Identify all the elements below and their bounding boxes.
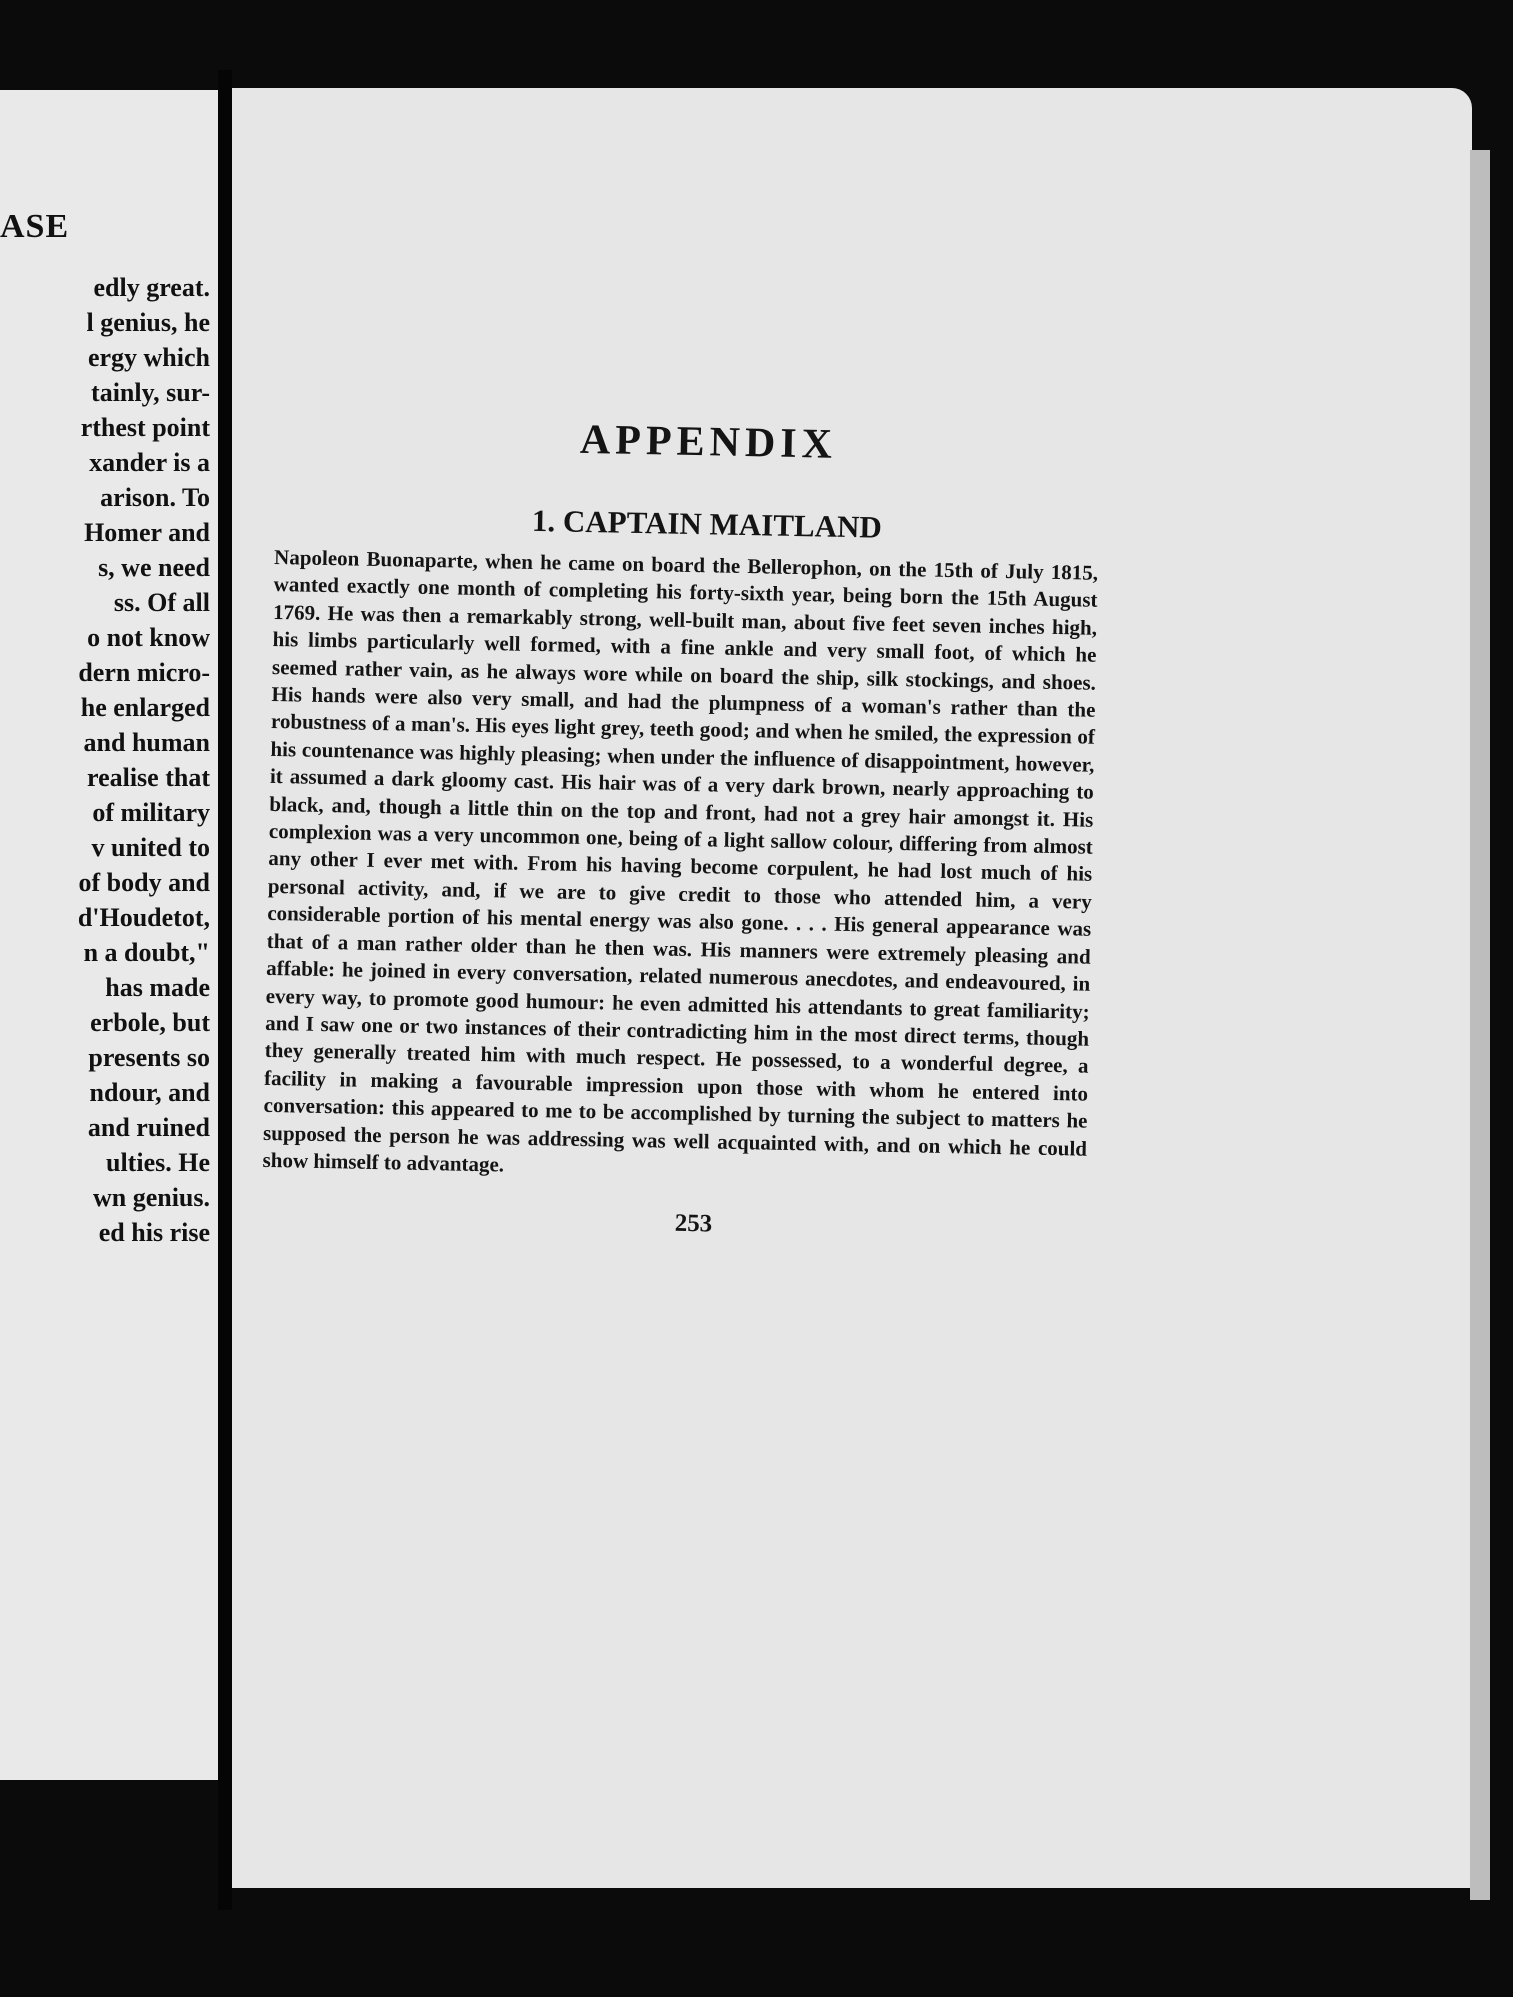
left-line: and human <box>83 728 210 757</box>
left-line: d'Houdetot, <box>77 903 210 932</box>
left-line: arison. To <box>100 483 210 512</box>
left-page-text <box>0 270 210 1250</box>
left-line: tainly, sur- <box>91 378 210 407</box>
left-page <box>0 90 222 1780</box>
left-line: ss. Of all <box>113 588 210 617</box>
left-line: ed his rise <box>98 1218 210 1247</box>
appendix-title: APPENDIX <box>579 416 838 468</box>
section-title: 1. CAPTAIN MAITLAND <box>531 502 883 545</box>
left-line: realise that <box>87 763 210 792</box>
left-line: o not know <box>87 623 210 652</box>
body-paragraph: Napoleon Buonaparte, when he came on board the Bellerophon, on the 15th of July 1815, wanted exactly one month of completing his forty-sixth year, being born the 15th August 1769. He was then a remarkably strong, well-built man, about five feet seven inches high, his limbs particularly well formed, with a fine ankle and very small foot, of which he seemed rather vain, as he always wore while on board the ship, silk stockings, and shoes. His hands were also very small, and had the plumpness of a woman's rather than the robustness of a man's. His eyes light grey, teeth good; and when he smiled, the expression of his countenance was highly pleasing; when under the influence of disappointment, however, it assumed a dark gloomy cast. His hair was of a very dark brown, nearly approaching to black, and, though a little thin on the top and front, had not a grey hair amongst it. His complexion was a very uncommon one, being of a light sallow colour, differing from almost any other I ever met with. From his having become corpulent, he had lost much of his personal activity, and, if we are to give credit to those who attended him, a very considerable portion of his mental energy was also gone. . . . His general appearance was that of a man rather older than he then was. His manners were extremely pleasing and affable: he joined in every conversation, related numerous anecdotes, and endeavoured, in every way, to promote good humour: he even admitted his attendants to great familiarity; and I saw one or two instances of their contradicting him in the most direct terms, though they generally treated him with much respect. He possessed, to a wonderful degree, a facility in making a favourable impression upon those with whom he entered into conversation: this appeared to me to be accomplished by turning the subject to matters he supposed the person he was addressing was well acquainted with, and on which he could show himself to advantage. <box>262 544 1099 1177</box>
left-line: presents so <box>88 1043 210 1072</box>
left-line: l genius, he <box>86 308 210 337</box>
page-number: 253 <box>674 1210 713 1238</box>
right-page-content <box>261 410 1101 1246</box>
left-line: ndour, and <box>89 1078 210 1107</box>
left-line: dern micro- <box>78 658 210 687</box>
left-line: erbole, but <box>90 1008 210 1037</box>
left-line: and ruined <box>87 1113 210 1142</box>
left-line: of body and <box>78 868 210 897</box>
book-spine <box>218 70 232 1910</box>
left-line: ergy which <box>87 343 210 372</box>
left-page-heading: ASE <box>0 208 70 245</box>
left-line: he enlarged <box>80 693 210 722</box>
page-edge <box>1470 150 1490 1900</box>
left-line: s, we need <box>98 553 210 582</box>
left-line: n a doubt," <box>83 938 210 967</box>
left-line: v united to <box>91 833 210 862</box>
left-line: edly great. <box>93 273 210 302</box>
left-line: rthest point <box>80 413 210 442</box>
left-line: ulties. He <box>106 1148 210 1177</box>
left-line: wn genius. <box>92 1183 210 1212</box>
left-line: Homer and <box>84 518 210 547</box>
left-line: has made <box>105 973 210 1002</box>
left-line: xander is a <box>89 448 210 477</box>
left-line: of military <box>92 798 210 827</box>
